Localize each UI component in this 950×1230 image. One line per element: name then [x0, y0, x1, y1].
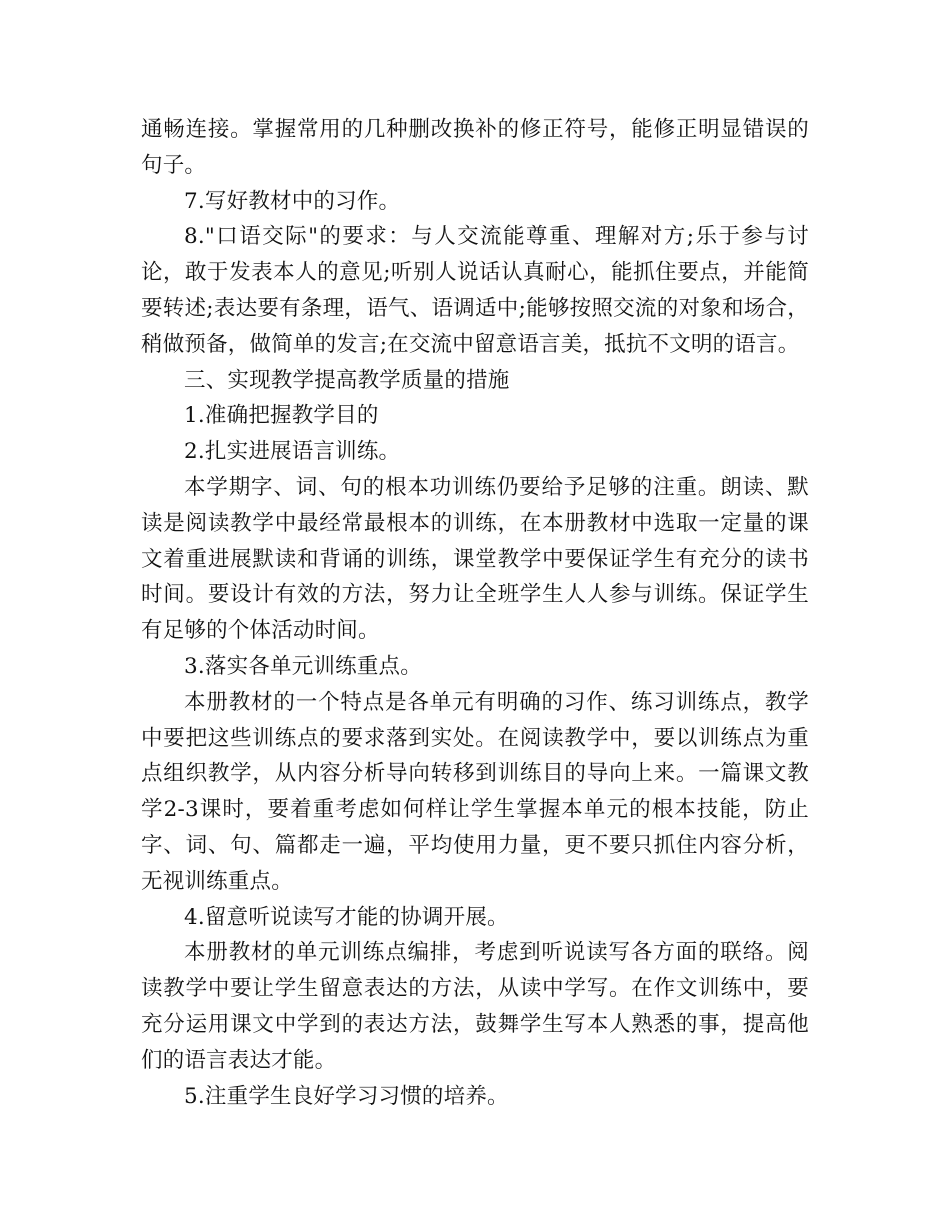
- list-item: 3.落实各单元训练重点。: [184, 653, 422, 679]
- paragraph: 本册教材的一个特点是各单元有明确的习作、练习训练点，教学中要把这些训练点的要求落到实处。在阅读教学中，要以训练点为重点组织教学，从内容分析导向转移到训练目的导向上来。一篇课文教学2-3课时，要着重考虑如何样让学生掌握本单元的根本技能，防止字、词、句、篇都走一遍，平均使用力量，更不要只抓住内容分析，无视训练重点。: [141, 689, 809, 894]
- document-body: [141, 112, 809, 1114]
- list-item: 5.注重学生良好学习习惯的培养。: [184, 1083, 509, 1109]
- paragraph: 本册教材的单元训练点编排，考虑到听说读写各方面的联络。阅读教学中要让学生留意表达的方法，从读中学写。在作文训练中，要充分运用课文中学到的表达方法，鼓舞学生写本人熟悉的事，提高他们的语言表达才能。: [141, 940, 809, 1073]
- section-heading: 三、实现教学提高教学质量的措施: [184, 367, 510, 393]
- paragraph: 8."口语交际"的要求：与人交流能尊重、理解对方;乐于参与讨论，敢于发表本人的意见;听别人说话认真耐心，能抓住要点，并能简要转述;表达要有条理，语气、语调适中;能够按照交流的对象和场合，稍做预备，做简单的发言;在交流中留意语言美，抵抗不文明的语言。: [141, 224, 809, 357]
- list-item: 2.扎实进展语言训练。: [184, 439, 401, 465]
- paragraph: 本学期字、词、句的根本功训练仍要给予足够的注重。朗读、默读是阅读教学中最经常最根本的训练，在本册教材中选取一定量的课文着重进展默读和背诵的训练，课堂教学中要保证学生有充分的读书时间。要设计有效的方法，努力让全班学生人人参与训练。保证学生有足够的个体活动时间。: [141, 474, 809, 644]
- paragraph: 7.写好教材中的习作。: [184, 188, 401, 214]
- paragraph: 通畅连接。掌握常用的几种删改换补的修正符号，能修正明显错误的句子。: [141, 117, 809, 178]
- list-item: 4.留意听说读写才能的协调开展。: [184, 904, 509, 930]
- list-item: 1.准确把握教学目的: [184, 403, 379, 429]
